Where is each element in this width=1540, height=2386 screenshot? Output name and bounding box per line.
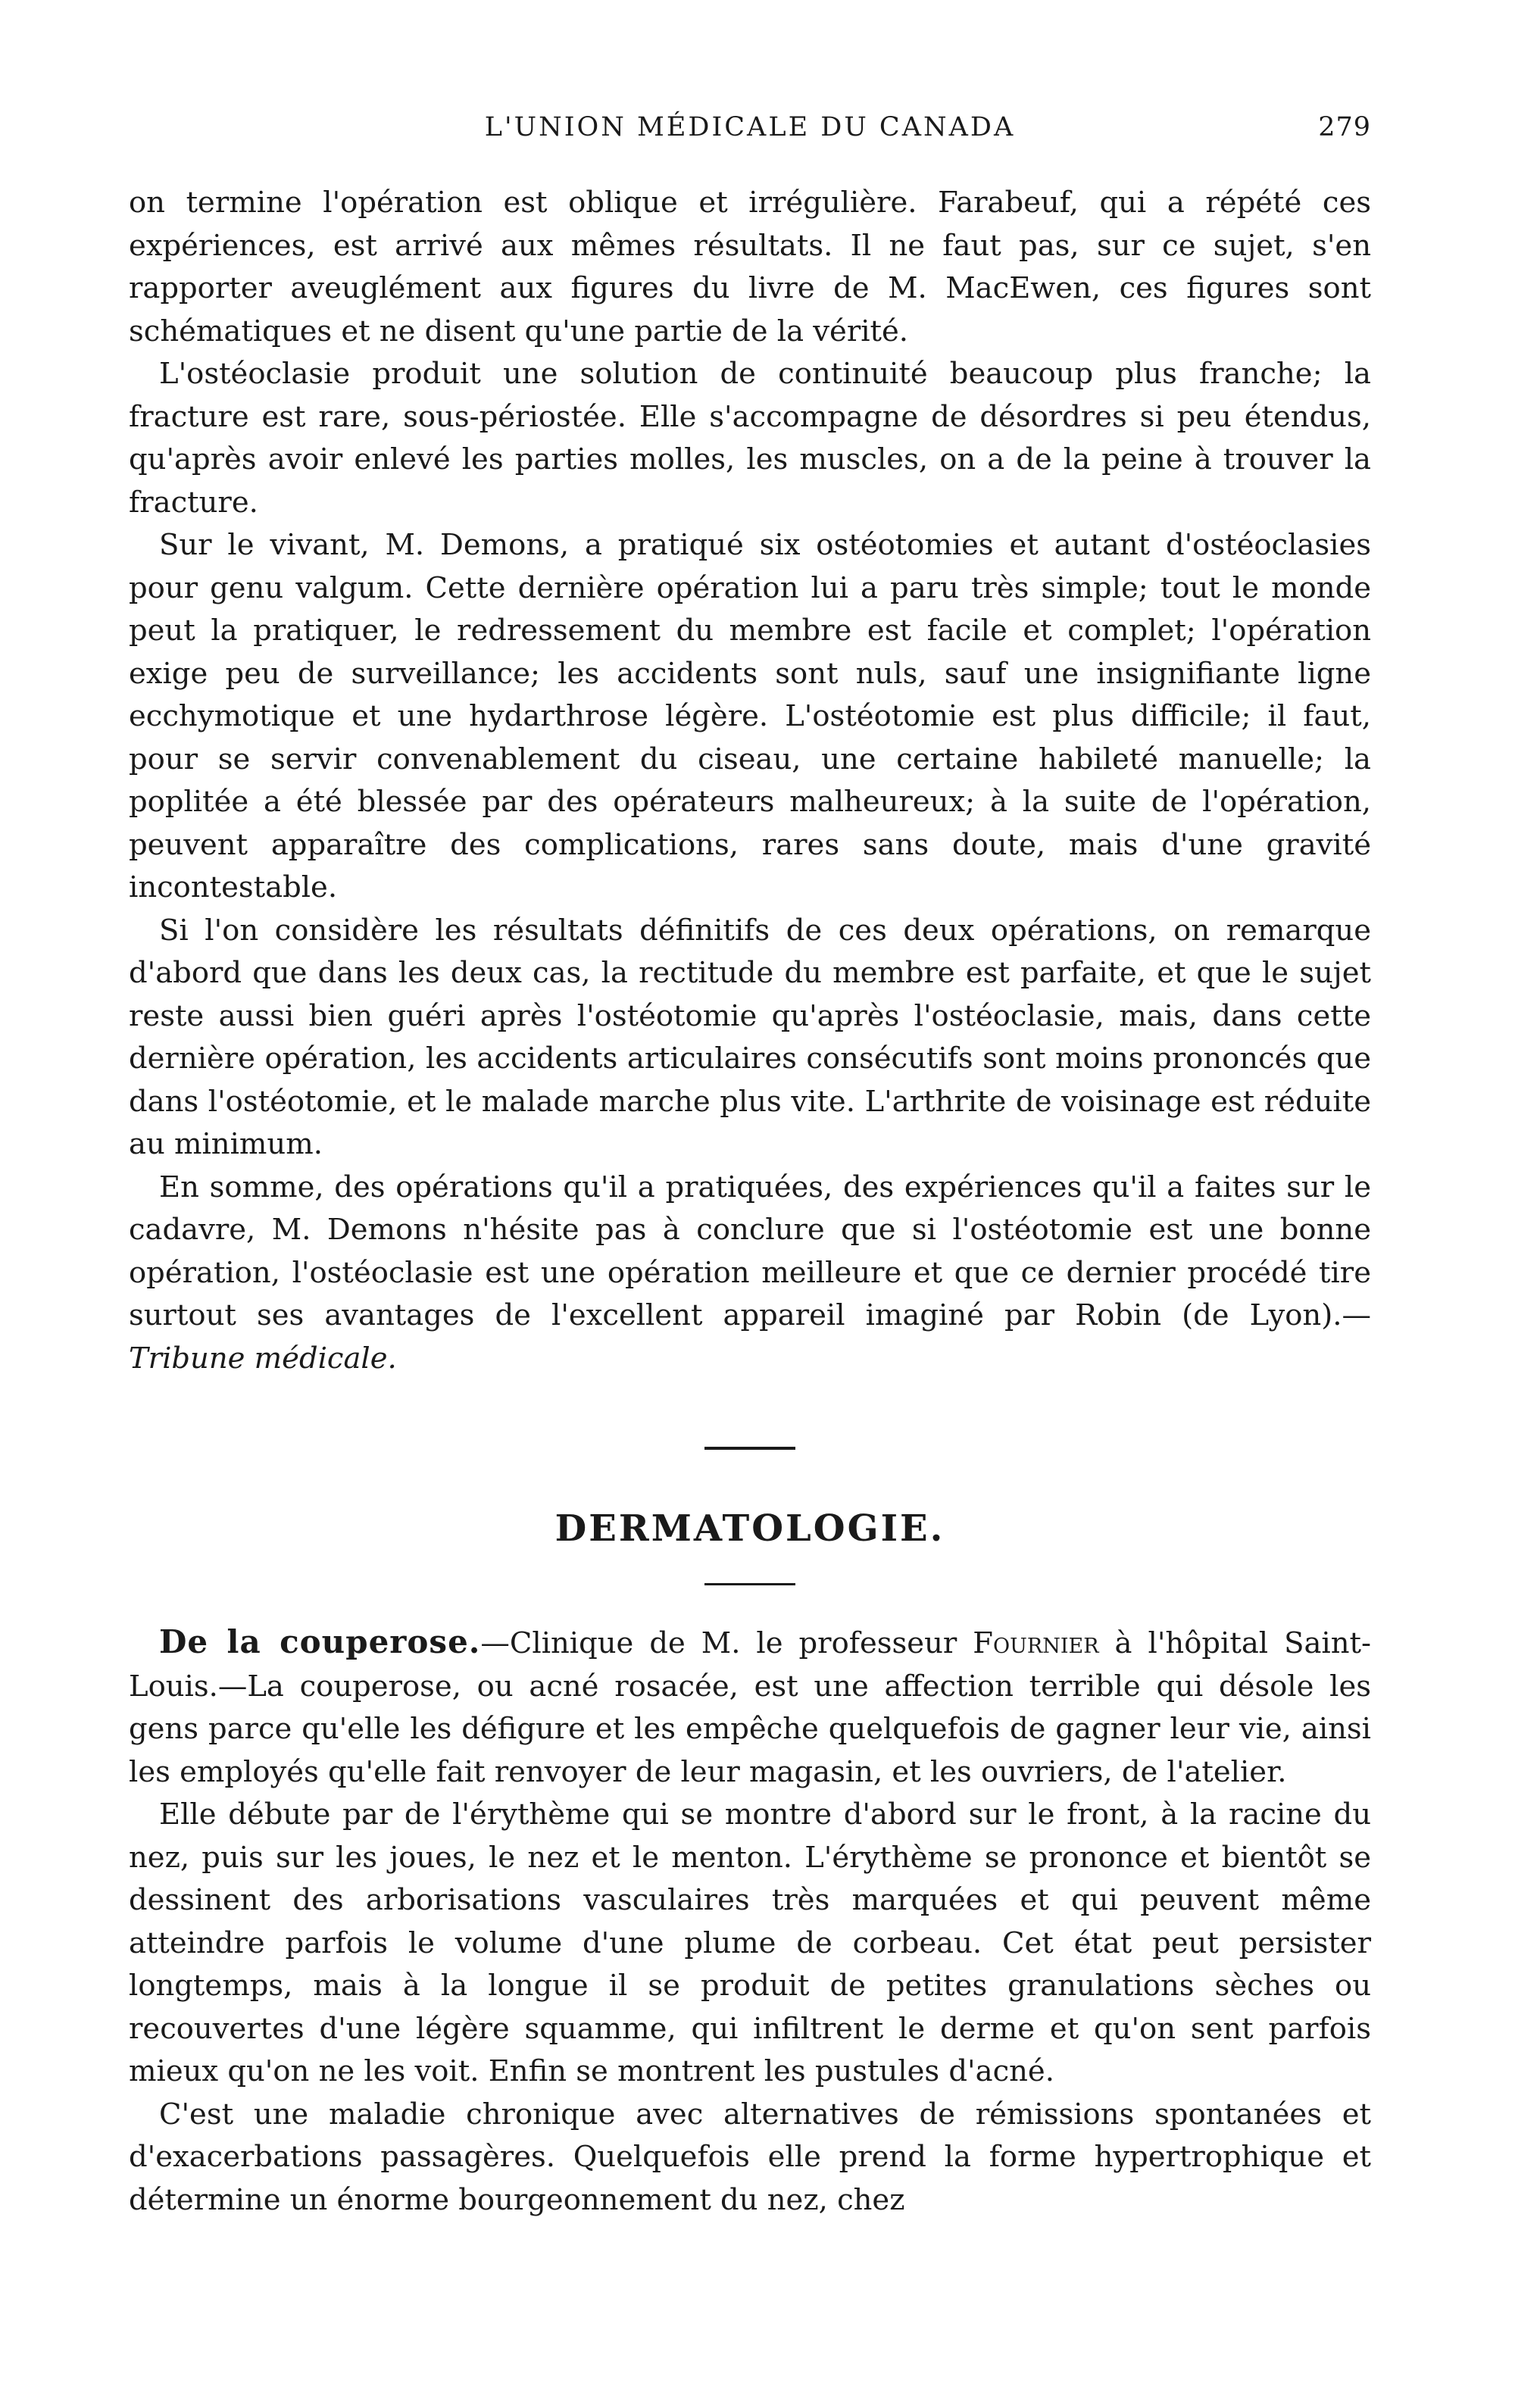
- page-number: 279: [1318, 112, 1371, 142]
- author-name: Fournier: [973, 1626, 1099, 1660]
- paragraph-text: —Clinique de M. le professeur: [480, 1626, 973, 1660]
- paragraph: on termine l'opération est oblique et irrégulière. Farabeuf, qui a répété ces expériences, est arrivé aux mêmes résultats. Il ne faut pas, sur ce sujet, s'en rapporter aveuglément aux figures du livre de M. MacEwen, ces figures sont schématiques et ne disent qu'une partie de la vérité.: [129, 186, 1371, 348]
- paragraph: [129, 1166, 1371, 1381]
- article-continuation: [129, 182, 1371, 1380]
- article-title: De la couperose.: [159, 1623, 481, 1660]
- section-title: DERMATOLOGIE.: [554, 1507, 945, 1550]
- source-citation: Tribune médicale.: [129, 1341, 397, 1376]
- paragraph: Elle débute par de l'érythème qui se montre d'abord sur le front, à la racine du nez, puis sur les joues, le nez et le menton. L'érythème se prononce et bientôt se dessinent des arborisations vasculaires très marquées et qui peuvent même atteindre parfois le volume d'une plume de corbeau. Cet état peut persister longtemps, mais à la longue il se produit de petites granulations sèches ou recouvertes d'une légère squamme, qui infiltrent le derme et qu'on sent parfois mieux qu'on ne les voit. Enfin se montrent les pustules d'acné.: [129, 1797, 1371, 2088]
- running-header: [129, 112, 1371, 158]
- section-rule-top: [704, 1447, 795, 1450]
- paragraph: Sur le vivant, M. Demons, a pratiqué six ostéotomies et autant d'ostéoclasies pour genu valgum. Cette dernière opération lui a paru très simple; tout le monde peut la pratiquer, le redressement du membre est facile et complet; l'opération exige peu de surveillance; les accidents sont nuls, sauf une insignifiante ligne ecchymotique et une hydarthrose légère. L'ostéotomie est plus difficile; il faut, pour se servir convenablement du ciseau, une certaine habileté manuelle; la poplitée a été blessée par des opérateurs malheureux; à la suite de l'opération, peuvent apparaître des complications, rares sans doute, mais d'une gravité incontestable.: [129, 528, 1371, 904]
- dermatology-article: [129, 1621, 1371, 2222]
- paragraph: L'ostéoclasie produit une solution de continuité beaucoup plus franche; la fracture est rare, sous-périostée. Elle s'accompagne de désordres si peu étendus, qu'après avoir enlevé les parties molles, les muscles, on a de la peine à trouver la fracture.: [129, 357, 1371, 520]
- section-rule-bottom: [704, 1583, 795, 1585]
- paragraph-text: En somme, des opérations qu'il a pratiquées, des expériences qu'il a faites sur le cadavre, M. Demons n'hésite pas à conclure que si l'ostéotomie est une bonne opération, l'ostéoclasie est une opération meilleure et que ce dernier procédé tire surtout ses avantages de l'excellent appareil imaginé par Robin (de Lyon).—: [129, 1170, 1371, 1332]
- paragraph-text: à l'hôpital Saint-Louis.—La couperose, ou acné rosacée, est une affection terrible qui désole les gens parce qu'elle les défigure et les empêche quelquefois de gagner leur vie, ainsi les employés qu'elle fait renvoyer de leur magasin, et les ouvriers, de l'atelier.: [129, 1626, 1371, 1789]
- paragraph: Si l'on considère les résultats définitifs de ces deux opérations, on remarque d'abord que dans les deux cas, la rectitude du membre est parfaite, et que le sujet reste aussi bien guéri après l'ostéotomie qu'après l'ostéoclasie, mais, dans cette dernière opération, les accidents articulaires consécutifs sont moins prononcés que dans l'ostéotomie, et le malade marche plus vite. L'arthrite de voisinage est réduite au minimum.: [129, 913, 1371, 1161]
- journal-title: L'UNION MÉDICALE DU CANADA: [484, 112, 1016, 142]
- paragraph: C'est une maladie chronique avec alternatives de rémissions spontanées et d'exacerbations passagères. Quelquefois elle prend la forme hypertrophique et détermine un énorme bourgeonnement du nez, chez: [129, 2097, 1371, 2217]
- paragraph: [129, 1621, 1371, 1794]
